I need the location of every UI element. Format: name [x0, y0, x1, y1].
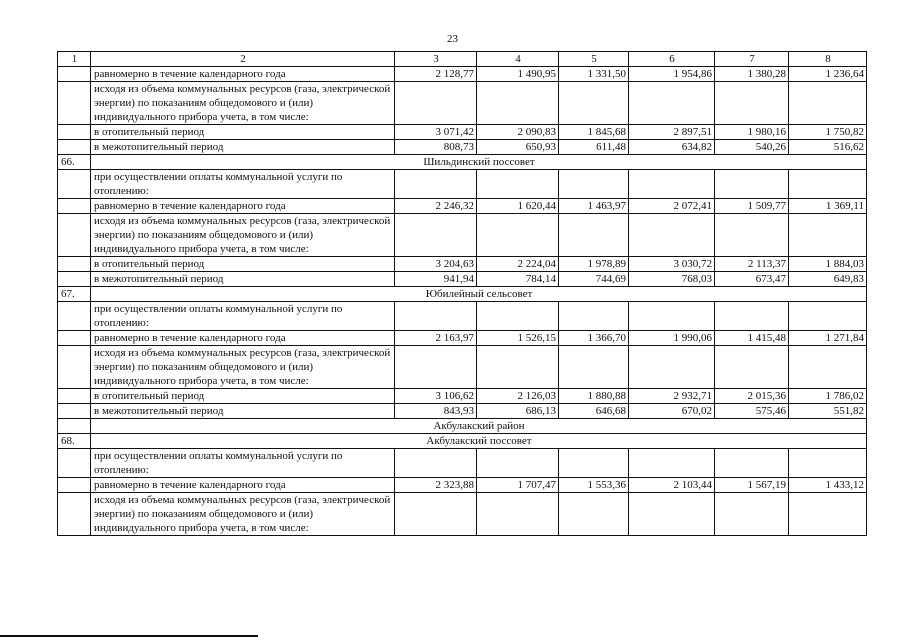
table-row: [58, 478, 867, 493]
section-title: Акбулакский поссовет: [91, 434, 867, 449]
table-row: [58, 257, 867, 272]
value-cell: [789, 82, 867, 125]
row-label: исходя из объема коммунальных ресурсов (газа, электрической энергии) по показаниям общедомового и (или) индивидуального прибора учета, в том числе:: [91, 214, 395, 257]
value-cell: 1 380,28: [715, 67, 789, 82]
value-cell: [629, 302, 715, 331]
value-cell: [395, 449, 477, 478]
value-cell: 2 246,32: [395, 199, 477, 214]
value-cell: [395, 170, 477, 199]
value-cell: 575,46: [715, 404, 789, 419]
value-cell: 1 980,16: [715, 125, 789, 140]
value-cell: 941,94: [395, 272, 477, 287]
row-label: равномерно в течение календарного года: [91, 478, 395, 493]
row-label: при осуществлении оплаты коммунальной услуги по отоплению:: [91, 449, 395, 478]
value-cell: 3 106,62: [395, 389, 477, 404]
table-body: [58, 67, 867, 536]
row-index: [58, 140, 91, 155]
row-index: [58, 302, 91, 331]
value-cell: [395, 82, 477, 125]
value-cell: 646,68: [559, 404, 629, 419]
row-label: в межотопительный период: [91, 140, 395, 155]
value-cell: 1 415,48: [715, 331, 789, 346]
value-cell: 2 163,97: [395, 331, 477, 346]
row-label: в отопительный период: [91, 389, 395, 404]
table-row: [58, 346, 867, 389]
table-row: [58, 449, 867, 478]
row-label: в отопительный период: [91, 257, 395, 272]
row-index: [58, 449, 91, 478]
row-label: исходя из объема коммунальных ресурсов (газа, электрической энергии) по показаниям общедомового и (или) индивидуального прибора учета, в том числе:: [91, 346, 395, 389]
table-row: [58, 125, 867, 140]
value-cell: 1 490,95: [477, 67, 559, 82]
row-index: [58, 199, 91, 214]
value-cell: 1 845,68: [559, 125, 629, 140]
value-cell: 634,82: [629, 140, 715, 155]
section-title: Юбилейный сельсовет: [91, 287, 867, 302]
value-cell: 3 030,72: [629, 257, 715, 272]
row-label: в межотопительный период: [91, 272, 395, 287]
row-label: исходя из объема коммунальных ресурсов (газа, электрической энергии) по показаниям общедомового и (или) индивидуального прибора учета, в том числе:: [91, 493, 395, 536]
value-cell: 1 553,36: [559, 478, 629, 493]
value-cell: 1 369,11: [789, 199, 867, 214]
value-cell: 808,73: [395, 140, 477, 155]
value-cell: [477, 82, 559, 125]
value-cell: [477, 449, 559, 478]
row-label: равномерно в течение календарного года: [91, 199, 395, 214]
value-cell: 2 323,88: [395, 478, 477, 493]
value-cell: [559, 493, 629, 536]
value-cell: 1 954,86: [629, 67, 715, 82]
table-row: [58, 272, 867, 287]
value-cell: 2 015,36: [715, 389, 789, 404]
value-cell: 2 224,04: [477, 257, 559, 272]
value-cell: [629, 214, 715, 257]
value-cell: [477, 346, 559, 389]
table-row: [58, 199, 867, 214]
table-row: [58, 302, 867, 331]
table-row: [58, 434, 867, 449]
value-cell: 1 978,89: [559, 257, 629, 272]
district-title: Акбулакский район: [91, 419, 867, 434]
footer-divider: [0, 635, 258, 637]
value-cell: 784,14: [477, 272, 559, 287]
value-cell: 686,13: [477, 404, 559, 419]
value-cell: 670,02: [629, 404, 715, 419]
value-cell: [559, 302, 629, 331]
value-cell: 1 366,70: [559, 331, 629, 346]
row-index: 68.: [58, 434, 91, 449]
value-cell: [559, 214, 629, 257]
tariff-table: [57, 51, 867, 536]
value-cell: 1 463,97: [559, 199, 629, 214]
value-cell: 611,48: [559, 140, 629, 155]
row-label: равномерно в течение календарного года: [91, 67, 395, 82]
value-cell: 1 880,88: [559, 389, 629, 404]
value-cell: [715, 302, 789, 331]
row-label: при осуществлении оплаты коммунальной услуги по отоплению:: [91, 170, 395, 199]
value-cell: [715, 82, 789, 125]
value-cell: 2 897,51: [629, 125, 715, 140]
table-row: [58, 287, 867, 302]
value-cell: [477, 214, 559, 257]
value-cell: [477, 170, 559, 199]
value-cell: [395, 493, 477, 536]
value-cell: [629, 82, 715, 125]
value-cell: 1 750,82: [789, 125, 867, 140]
value-cell: 2 128,77: [395, 67, 477, 82]
value-cell: 2 113,37: [715, 257, 789, 272]
row-index: [58, 170, 91, 199]
row-index: [58, 478, 91, 493]
value-cell: 516,62: [789, 140, 867, 155]
table-row: [58, 170, 867, 199]
row-index: [58, 404, 91, 419]
value-cell: 2 072,41: [629, 199, 715, 214]
value-cell: 1 707,47: [477, 478, 559, 493]
row-label: при осуществлении оплаты коммунальной услуги по отоплению:: [91, 302, 395, 331]
value-cell: [559, 346, 629, 389]
page-number: 23: [447, 33, 458, 45]
value-cell: [715, 346, 789, 389]
table-row: [58, 419, 867, 434]
value-cell: 1 786,02: [789, 389, 867, 404]
value-cell: [715, 170, 789, 199]
value-cell: [395, 302, 477, 331]
table-row: [58, 389, 867, 404]
value-cell: 2 932,71: [629, 389, 715, 404]
value-cell: [629, 449, 715, 478]
value-cell: 649,83: [789, 272, 867, 287]
value-cell: 540,26: [715, 140, 789, 155]
row-index: 67.: [58, 287, 91, 302]
value-cell: [559, 449, 629, 478]
header-row: [58, 52, 867, 67]
value-cell: 768,03: [629, 272, 715, 287]
value-cell: 1 990,06: [629, 331, 715, 346]
value-cell: [789, 449, 867, 478]
value-cell: 2 126,03: [477, 389, 559, 404]
table-row: [58, 404, 867, 419]
value-cell: [629, 346, 715, 389]
value-cell: 1 433,12: [789, 478, 867, 493]
row-index: [58, 272, 91, 287]
value-cell: 1 509,77: [715, 199, 789, 214]
row-index: [58, 389, 91, 404]
row-index: [58, 82, 91, 125]
value-cell: 1 884,03: [789, 257, 867, 272]
table-row: [58, 140, 867, 155]
row-index: 66.: [58, 155, 91, 170]
value-cell: 3 204,63: [395, 257, 477, 272]
row-index: [58, 419, 91, 434]
row-index: [58, 331, 91, 346]
table-row: [58, 67, 867, 82]
header-cell: 5: [559, 52, 629, 67]
value-cell: [559, 170, 629, 199]
value-cell: 1 526,15: [477, 331, 559, 346]
table-row: [58, 493, 867, 536]
value-cell: 2 103,44: [629, 478, 715, 493]
value-cell: 1 331,50: [559, 67, 629, 82]
value-cell: 843,93: [395, 404, 477, 419]
header-cell: 1: [58, 52, 91, 67]
value-cell: [477, 493, 559, 536]
value-cell: [715, 449, 789, 478]
row-index: [58, 257, 91, 272]
value-cell: [789, 302, 867, 331]
value-cell: 673,47: [715, 272, 789, 287]
row-label: в межотопительный период: [91, 404, 395, 419]
value-cell: [477, 302, 559, 331]
row-label: равномерно в течение календарного года: [91, 331, 395, 346]
value-cell: 650,93: [477, 140, 559, 155]
row-index: [58, 214, 91, 257]
value-cell: 1 620,44: [477, 199, 559, 214]
row-index: [58, 67, 91, 82]
value-cell: [559, 82, 629, 125]
value-cell: 1 236,64: [789, 67, 867, 82]
value-cell: [395, 346, 477, 389]
header-cell: 4: [477, 52, 559, 67]
value-cell: [789, 170, 867, 199]
value-cell: [629, 493, 715, 536]
row-index: [58, 346, 91, 389]
row-label: в отопительный период: [91, 125, 395, 140]
value-cell: 1 271,84: [789, 331, 867, 346]
row-label: исходя из объема коммунальных ресурсов (газа, электрической энергии) по показаниям общедомового и (или) индивидуального прибора учета, в том числе:: [91, 82, 395, 125]
section-title: Шильдинский поссовет: [91, 155, 867, 170]
value-cell: [789, 493, 867, 536]
value-cell: [789, 214, 867, 257]
table-row: [58, 214, 867, 257]
value-cell: [715, 214, 789, 257]
header-cell: 6: [629, 52, 715, 67]
value-cell: [789, 346, 867, 389]
value-cell: 2 090,83: [477, 125, 559, 140]
header-cell: 8: [789, 52, 867, 67]
row-index: [58, 125, 91, 140]
table-row: [58, 155, 867, 170]
table-row: [58, 331, 867, 346]
value-cell: 744,69: [559, 272, 629, 287]
value-cell: 1 567,19: [715, 478, 789, 493]
header-cell: 2: [91, 52, 395, 67]
value-cell: [395, 214, 477, 257]
value-cell: 3 071,42: [395, 125, 477, 140]
header-cell: 3: [395, 52, 477, 67]
value-cell: [715, 493, 789, 536]
header-cell: 7: [715, 52, 789, 67]
value-cell: [629, 170, 715, 199]
value-cell: 551,82: [789, 404, 867, 419]
row-index: [58, 493, 91, 536]
table-row: [58, 82, 867, 125]
